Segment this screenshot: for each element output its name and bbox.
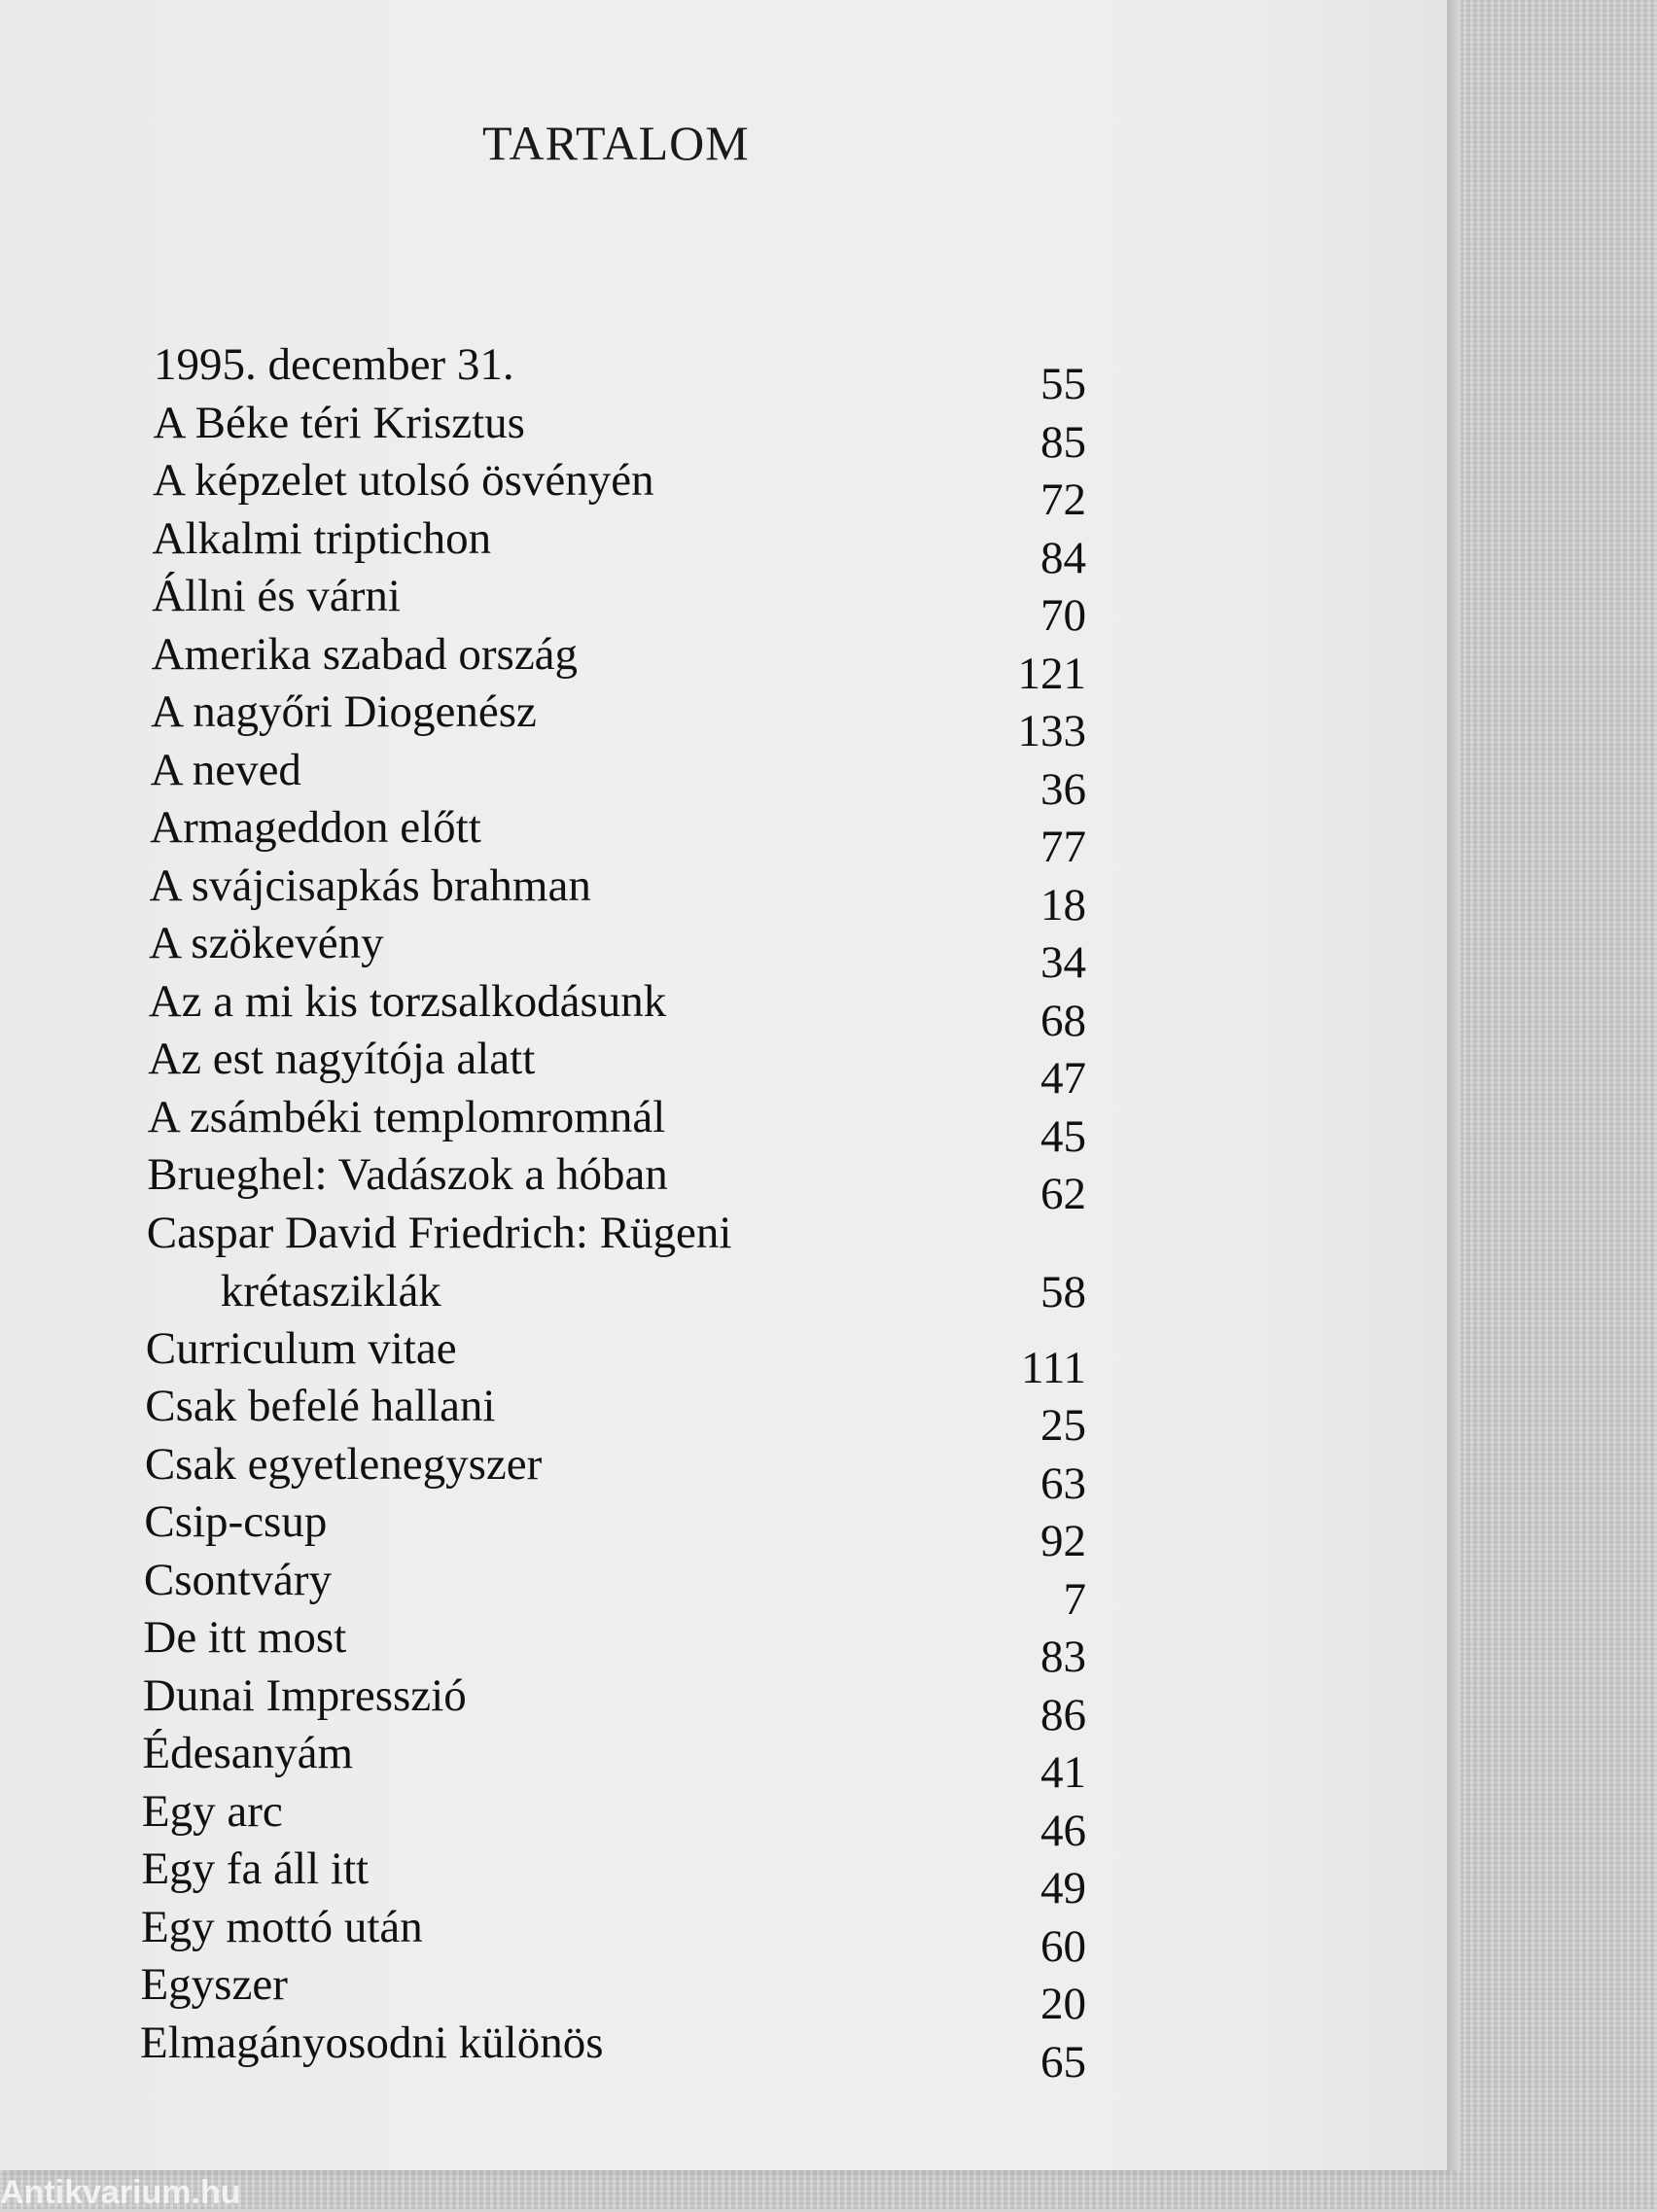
toc-entry-page: 36 [1040, 763, 1086, 815]
toc-entry [0, 1840, 1447, 1914]
toc-entry-title: Armageddon előtt [150, 802, 481, 853]
toc-entry-page: 63 [1040, 1457, 1086, 1509]
toc-entry-page: 60 [1040, 1920, 1086, 1972]
toc-entry-title: Egy fa áll itt [141, 1843, 370, 1894]
toc-entry-title: Elmagányosodni különös [140, 2017, 604, 2068]
toc-entry [0, 1088, 1447, 1162]
page-title: TARTALOM [482, 116, 750, 170]
toc-entry [0, 1435, 1447, 1509]
toc-entry [0, 1319, 1447, 1393]
toc-entry-title: Egyszer [140, 1959, 288, 2010]
watermark: Antikvarium.hu [0, 2174, 241, 2211]
toc-entry-title-line: Caspar David Friedrich: Rügeni [146, 1207, 732, 1258]
toc-entry-title: A zsámbéki templomromnál [147, 1091, 666, 1142]
toc-entry [0, 1667, 1447, 1740]
toc-entry-title: Csip-csup [144, 1496, 328, 1547]
toc-entry-page: 86 [1040, 1689, 1086, 1740]
toc-entry-title: A nagyőri Diogenész [151, 686, 537, 737]
toc-entry-page: 121 [1017, 648, 1086, 699]
toc-entry [0, 1492, 1447, 1566]
toc-entry-page: 49 [1040, 1863, 1086, 1914]
toc-entry [0, 1551, 1447, 1625]
toc-entry-title [147, 1204, 732, 1320]
toc-entry-title: Curriculum vitae [145, 1322, 457, 1374]
toc-entry-title: Egy mottó után [140, 1901, 423, 1952]
toc-entry-page: 45 [1040, 1110, 1086, 1162]
toc-entry [0, 335, 1447, 409]
toc-entry [0, 972, 1447, 1046]
toc-entry-page: 62 [1040, 1169, 1086, 1219]
toc-entry-page: 55 [1040, 359, 1086, 409]
toc-entry [0, 1782, 1447, 1856]
toc-entry [0, 857, 1447, 930]
toc-entry-title: Az a mi kis torzsalkodásunk [148, 975, 667, 1027]
toc-entry [0, 1145, 1447, 1219]
toc-entry [0, 1898, 1447, 1972]
toc-entry [0, 567, 1447, 641]
toc-entry-title: 1995. december 31. [154, 339, 514, 390]
toc-entry-page: 25 [1040, 1400, 1086, 1451]
toc-entry-title: Amerika szabad ország [151, 628, 579, 680]
toc-entry [0, 451, 1447, 525]
toc-entry [0, 1724, 1447, 1798]
toc-entry-title: Egy arc [141, 1785, 283, 1837]
toc-entry-page: 70 [1040, 590, 1086, 641]
toc-entry [0, 914, 1447, 988]
toc-entry-title: De itt most [143, 1612, 347, 1663]
toc-entry [0, 1377, 1447, 1451]
page-edge [1447, 0, 1461, 2170]
toc-entry-title: Csak befelé hallani [145, 1381, 496, 1431]
toc-entry [0, 394, 1447, 468]
toc-entry-page: 20 [1040, 1979, 1086, 2029]
toc-entry-title: Brueghel: Vadászok a hóban [147, 1149, 668, 1200]
toc-entry-title: A Béke téri Krisztus [153, 397, 525, 448]
toc-entry-page: 68 [1040, 995, 1086, 1046]
toc-entry [0, 798, 1447, 872]
toc-entry-page: 77 [1040, 822, 1086, 872]
toc-entry [0, 509, 1447, 583]
toc-entry-page: 111 [1020, 1342, 1086, 1393]
toc-entry-title: A svájcisapkás brahman [149, 860, 591, 911]
toc-entry-title: Állni és várni [152, 571, 401, 621]
toc-entry-page: 83 [1040, 1632, 1086, 1682]
toc-entry-page: 47 [1040, 1053, 1086, 1104]
toc-entry [0, 625, 1447, 699]
toc-entry-page: 46 [1040, 1805, 1086, 1856]
toc-entry [0, 1955, 1447, 2029]
toc-entry-page: 41 [1040, 1747, 1086, 1798]
toc-entry-title-continuation: krétasziklák [220, 1265, 441, 1317]
toc-entry-page: 58 [1040, 1267, 1086, 1317]
toc-entry-title: Az est nagyítója alatt [148, 1034, 536, 1084]
toc-entry [0, 741, 1447, 815]
toc-entry-title: Csak egyetlenegyszer [144, 1438, 543, 1490]
toc-entry-title: Dunai Impresszió [142, 1669, 467, 1721]
toc-entry-title: Csontváry [143, 1554, 333, 1605]
toc-entry-title: Édesanyám [142, 1728, 354, 1778]
toc-entry-title: A képzelet utolsó ösvényén [153, 455, 654, 506]
toc-entry [0, 1030, 1447, 1104]
toc-entry-page: 133 [1017, 706, 1086, 756]
toc-entry-page: 65 [1040, 2036, 1086, 2088]
toc-entry-page: 85 [1040, 416, 1086, 468]
toc-entry-title: Alkalmi triptichon [152, 512, 492, 564]
toc-entry-title: A szökevény [149, 918, 384, 968]
toc-entry [0, 683, 1447, 756]
toc-entry [0, 1204, 1447, 1319]
toc-entry-title: A neved [150, 744, 301, 795]
toc-entry-page: 34 [1040, 937, 1086, 988]
toc-entry [0, 1608, 1447, 1682]
toc-entry [0, 2014, 1447, 2088]
toc-entry-page: 18 [1040, 879, 1086, 930]
toc-entry-page: 7 [1063, 1573, 1086, 1625]
toc-entry-page: 92 [1040, 1516, 1086, 1566]
toc-entry-page: 72 [1040, 474, 1086, 525]
toc-entry-page: 84 [1040, 532, 1086, 583]
